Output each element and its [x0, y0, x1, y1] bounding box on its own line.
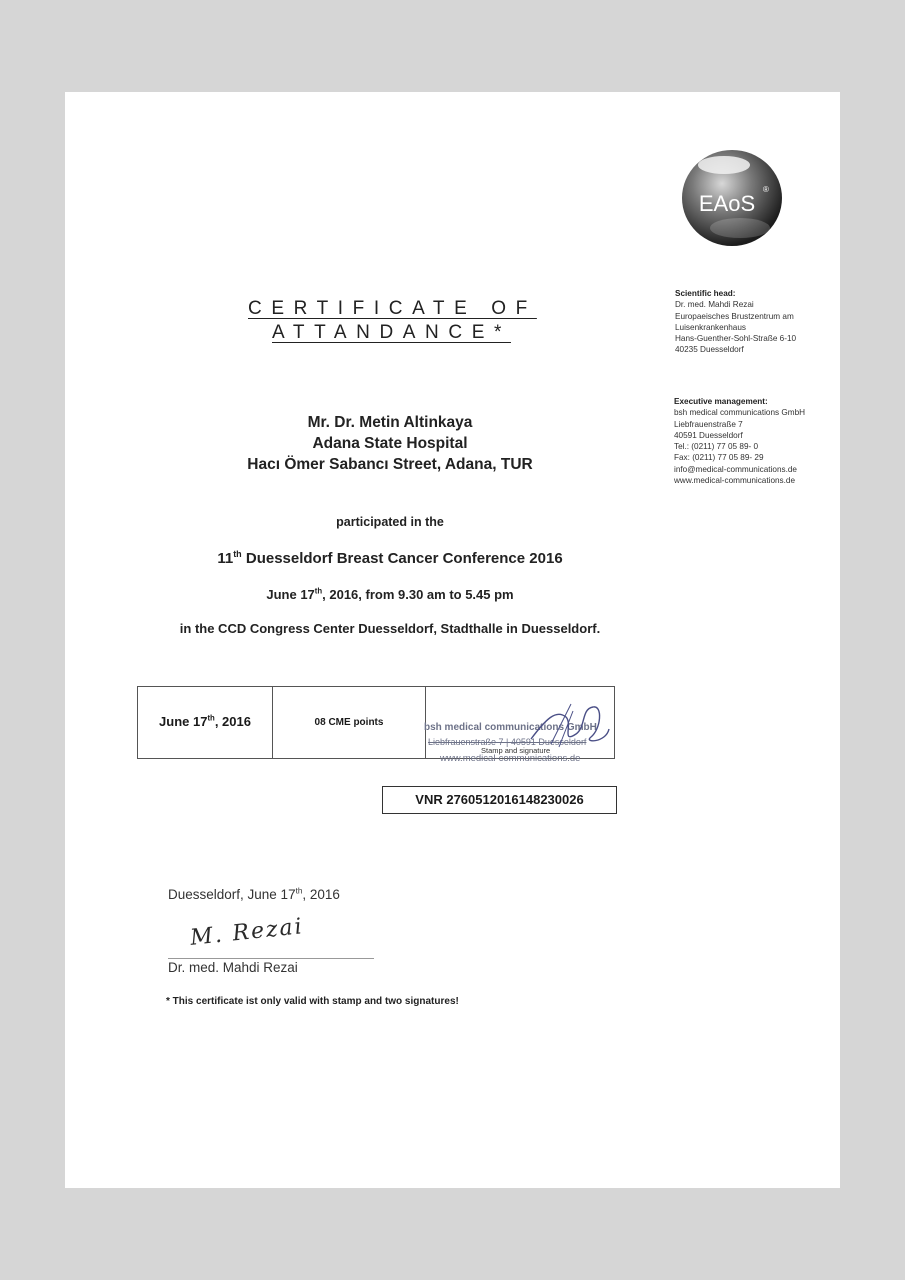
stamp-address: Liebfrauenstraße 7 | 40591 Duesseldorf	[428, 737, 587, 747]
scientific-head-line: Luisenkrankenhaus	[675, 322, 747, 332]
cme-points-cell	[273, 687, 426, 758]
conference-name: Duesseldorf Breast Cancer Conference 2016	[241, 550, 563, 567]
executive-management-line: Liebfrauenstraße 7	[674, 419, 743, 429]
logo-registered-mark: ®	[763, 185, 769, 194]
recipient-name: Mr. Dr. Metin Altinkaya	[307, 414, 473, 431]
recipient-institution: Adana State Hospital	[312, 435, 468, 452]
executive-management-line: Tel.: (0211) 77 05 89- 0	[674, 442, 759, 452]
validity-footnote: * This certificate ist only valid with stamp and two signatures!	[166, 996, 459, 1007]
executive-management-heading: Executive management:	[674, 397, 768, 406]
cme-date-year: , 2016	[214, 714, 251, 729]
participated-text: participated in the	[336, 515, 444, 529]
cme-date-text: June 17	[159, 714, 208, 729]
stamp-signature-icon	[521, 699, 611, 759]
certificate-page	[65, 92, 840, 1188]
stamp-cell	[424, 687, 614, 764]
executive-management-line: bsh medical communications GmbH	[674, 408, 806, 418]
conference-number: 11	[217, 550, 234, 567]
recipient-address: Hacı Ömer Sabancı Street, Adana, TUR	[247, 456, 533, 473]
cme-points: 08 CME points	[314, 717, 384, 728]
time-text: , 2016, from 9.30 am to 5.45 pm	[322, 587, 514, 602]
date-suffix: th	[314, 586, 323, 596]
eaos-logo	[680, 148, 784, 248]
place-date-suffix: th	[295, 886, 303, 896]
logo-text: EAoS	[698, 191, 756, 216]
conference-title	[185, 550, 595, 567]
cme-table	[137, 686, 615, 764]
certificate-title-line1: CERTIFICATE OF	[248, 298, 537, 319]
executive-management-line: www.medical-communications.de	[674, 476, 796, 486]
scientific-head-line: Hans-Guenther-Sohl-Straße 6-10	[675, 334, 797, 344]
executive-management-block	[674, 396, 805, 486]
venue-text: in the CCD Congress Center Duesseldorf, Stadthalle in Duesseldorf.	[179, 621, 601, 636]
place-date	[168, 887, 340, 902]
recipient-block	[205, 412, 575, 475]
cme-date	[138, 714, 272, 729]
certificate-title-line2: ATTANDANCE*	[272, 322, 511, 343]
scientific-head-block	[675, 288, 796, 356]
signature-line	[168, 958, 374, 959]
cme-date-cell	[138, 687, 273, 758]
executive-management-line: Fax: (0211) 77 05 89- 29	[674, 453, 764, 463]
vnr-box: VNR 2760512016148230026	[382, 786, 617, 814]
scientific-head-heading: Scientific head:	[675, 289, 736, 298]
conference-number-suffix: th	[233, 549, 242, 559]
handwritten-signature: M. Rezai	[189, 914, 305, 951]
executive-management-line: info@medical-communications.de	[674, 464, 797, 474]
scientific-head-line: 40235 Duesseldorf	[675, 345, 744, 355]
stamp-company: bsh medical communications GmbH	[424, 722, 597, 733]
stamp-website: www.medical-communications.de	[440, 753, 581, 764]
date-text: June 17	[266, 587, 315, 602]
scientific-head-line: Dr. med. Mahdi Rezai	[675, 300, 754, 310]
signer-name: Dr. med. Mahdi Rezai	[168, 960, 298, 975]
place-date-text: Duesseldorf, June 17	[168, 887, 296, 902]
cme-date-suffix: th	[207, 713, 215, 723]
conference-date-time	[215, 587, 565, 602]
place-date-year: , 2016	[302, 887, 340, 902]
executive-management-line: 40591 Duesseldorf	[674, 430, 743, 440]
stamp-caption: Stamp and signature	[481, 746, 551, 755]
scientific-head-line: Europaeisches Brustzentrum am	[675, 311, 794, 321]
